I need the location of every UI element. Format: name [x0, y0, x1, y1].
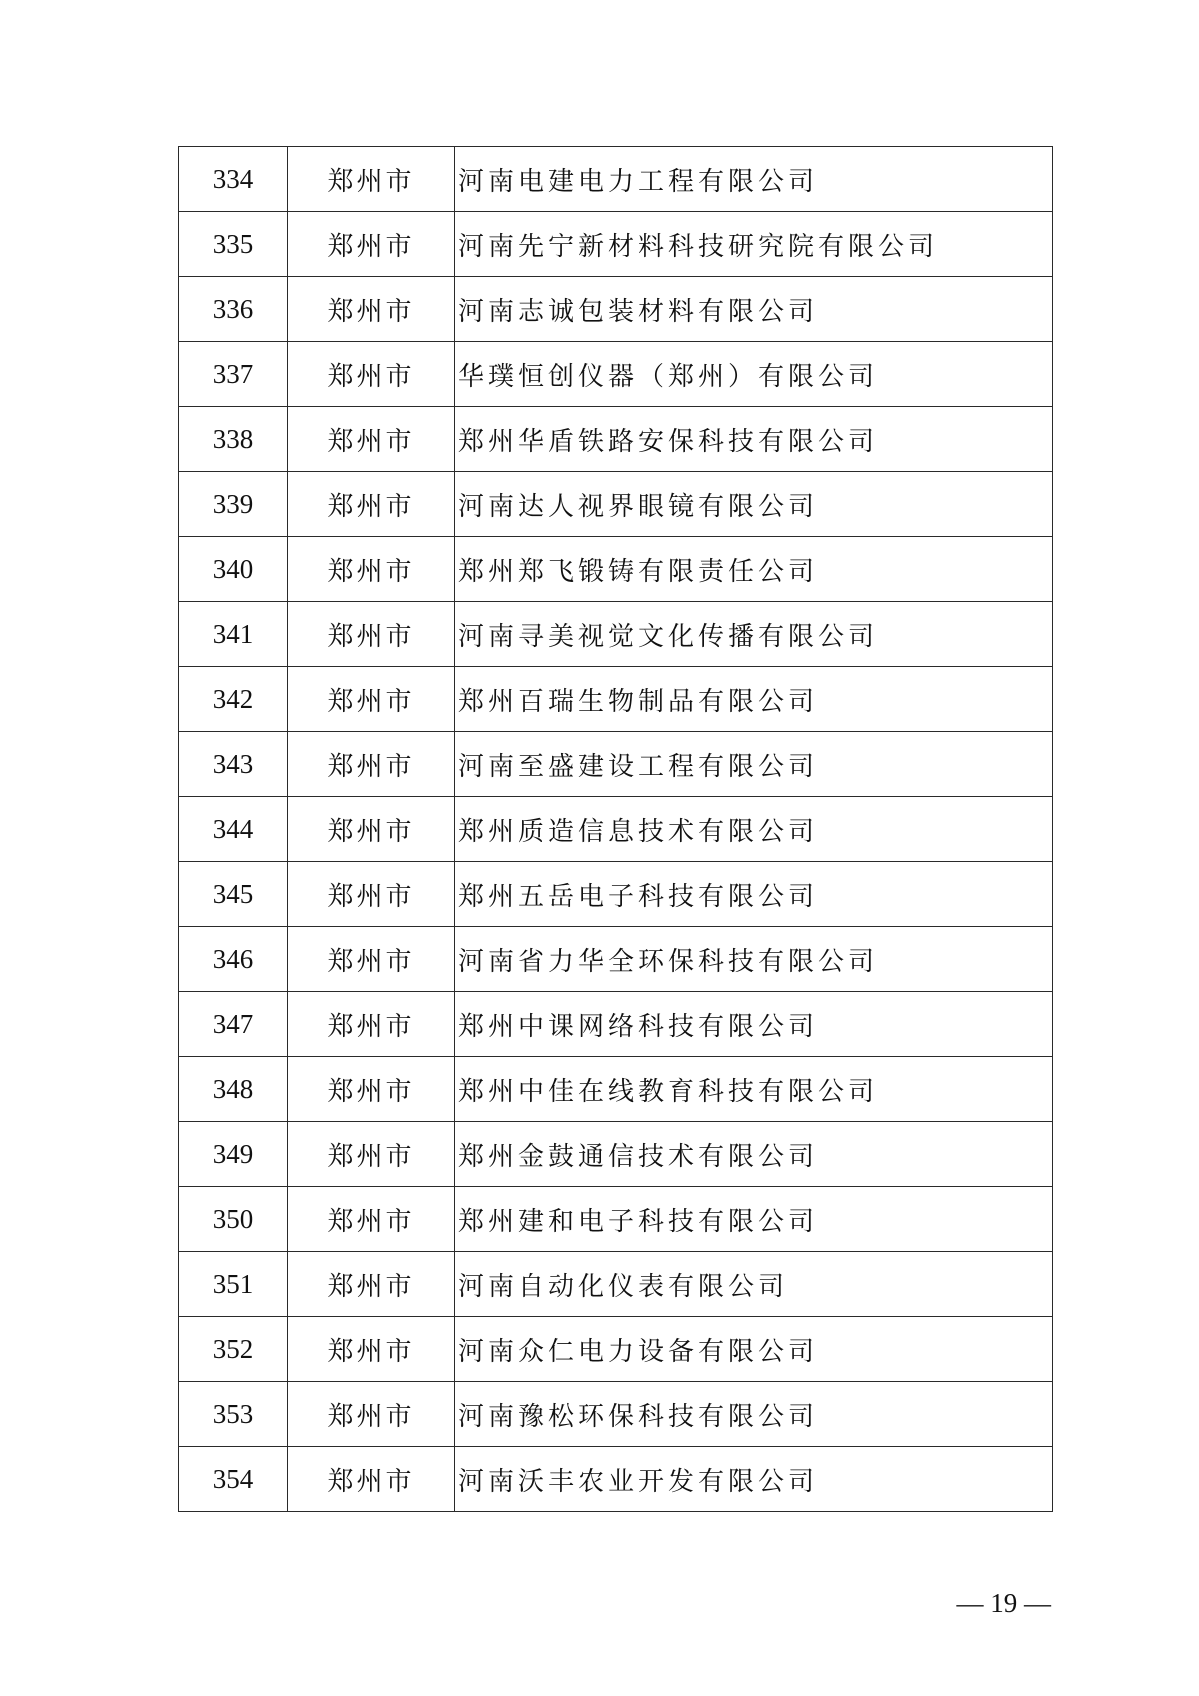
city-cell: 郑州市 — [288, 1122, 455, 1187]
table-row — [179, 927, 1053, 992]
company-name-cell: 郑州百瑞生物制品有限公司 — [455, 667, 1053, 732]
city-cell: 郑州市 — [288, 992, 455, 1057]
row-number-cell: 347 — [179, 992, 288, 1057]
city-cell: 郑州市 — [288, 472, 455, 537]
table-row — [179, 862, 1053, 927]
row-number-cell: 342 — [179, 667, 288, 732]
row-number-cell: 339 — [179, 472, 288, 537]
company-name-cell: 河南寻美视觉文化传播有限公司 — [455, 602, 1053, 667]
company-name-cell: 郑州金鼓通信技术有限公司 — [455, 1122, 1053, 1187]
row-number-cell: 351 — [179, 1252, 288, 1317]
table-row — [179, 732, 1053, 797]
city-cell: 郑州市 — [288, 147, 455, 212]
city-cell: 郑州市 — [288, 1187, 455, 1252]
company-name-cell: 河南众仁电力设备有限公司 — [455, 1317, 1053, 1382]
city-cell: 郑州市 — [288, 927, 455, 992]
company-name-cell: 郑州五岳电子科技有限公司 — [455, 862, 1053, 927]
row-number-cell: 344 — [179, 797, 288, 862]
table-row — [179, 342, 1053, 407]
company-name-cell: 河南达人视界眼镜有限公司 — [455, 472, 1053, 537]
page-number: — 19 — — [956, 1588, 1051, 1618]
table-row — [179, 1122, 1053, 1187]
table-row — [179, 1057, 1053, 1122]
city-cell: 郑州市 — [288, 667, 455, 732]
row-number-cell: 336 — [179, 277, 288, 342]
company-list-table — [178, 146, 1053, 1512]
row-number-cell: 353 — [179, 1382, 288, 1447]
row-number-cell: 334 — [179, 147, 288, 212]
city-cell: 郑州市 — [288, 602, 455, 667]
city-cell: 郑州市 — [288, 537, 455, 602]
table-row — [179, 537, 1053, 602]
row-number-cell: 346 — [179, 927, 288, 992]
row-number-cell: 341 — [179, 602, 288, 667]
table-row — [179, 472, 1053, 537]
city-cell: 郑州市 — [288, 797, 455, 862]
table-row — [179, 212, 1053, 277]
company-name-cell: 河南豫松环保科技有限公司 — [455, 1382, 1053, 1447]
table-row — [179, 602, 1053, 667]
company-name-cell: 河南至盛建设工程有限公司 — [455, 732, 1053, 797]
company-name-cell: 华璞恒创仪器（郑州）有限公司 — [455, 342, 1053, 407]
company-name-cell: 河南先宁新材料科技研究院有限公司 — [455, 212, 1053, 277]
city-cell: 郑州市 — [288, 1057, 455, 1122]
row-number-cell: 337 — [179, 342, 288, 407]
city-cell: 郑州市 — [288, 1252, 455, 1317]
table-row — [179, 992, 1053, 1057]
table-row — [179, 147, 1053, 212]
company-name-cell: 河南志诚包装材料有限公司 — [455, 277, 1053, 342]
city-cell: 郑州市 — [288, 407, 455, 472]
table-row — [179, 1187, 1053, 1252]
table-row — [179, 1252, 1053, 1317]
city-cell: 郑州市 — [288, 1382, 455, 1447]
company-name-cell: 郑州质造信息技术有限公司 — [455, 797, 1053, 862]
company-name-cell: 郑州中课网络科技有限公司 — [455, 992, 1053, 1057]
city-cell: 郑州市 — [288, 732, 455, 797]
table-row — [179, 667, 1053, 732]
row-number-cell: 335 — [179, 212, 288, 277]
table-body — [179, 147, 1053, 1512]
row-number-cell: 348 — [179, 1057, 288, 1122]
row-number-cell: 350 — [179, 1187, 288, 1252]
city-cell: 郑州市 — [288, 212, 455, 277]
row-number-cell: 338 — [179, 407, 288, 472]
company-name-cell: 郑州建和电子科技有限公司 — [455, 1187, 1053, 1252]
company-name-cell: 河南自动化仪表有限公司 — [455, 1252, 1053, 1317]
company-name-cell: 河南省力华全环保科技有限公司 — [455, 927, 1053, 992]
city-cell: 郑州市 — [288, 1447, 455, 1512]
company-name-cell: 河南电建电力工程有限公司 — [455, 147, 1053, 212]
row-number-cell: 345 — [179, 862, 288, 927]
company-name-cell: 郑州中佳在线教育科技有限公司 — [455, 1057, 1053, 1122]
table-row — [179, 1382, 1053, 1447]
table-row — [179, 1317, 1053, 1382]
table-row — [179, 797, 1053, 862]
company-name-cell: 郑州郑飞锻铸有限责任公司 — [455, 537, 1053, 602]
city-cell: 郑州市 — [288, 342, 455, 407]
city-cell: 郑州市 — [288, 862, 455, 927]
table-row — [179, 407, 1053, 472]
city-cell: 郑州市 — [288, 277, 455, 342]
row-number-cell: 352 — [179, 1317, 288, 1382]
table-row — [179, 277, 1053, 342]
company-name-cell: 郑州华盾铁路安保科技有限公司 — [455, 407, 1053, 472]
city-cell: 郑州市 — [288, 1317, 455, 1382]
row-number-cell: 340 — [179, 537, 288, 602]
row-number-cell: 349 — [179, 1122, 288, 1187]
company-name-cell: 河南沃丰农业开发有限公司 — [455, 1447, 1053, 1512]
table-row — [179, 1447, 1053, 1512]
row-number-cell: 354 — [179, 1447, 288, 1512]
row-number-cell: 343 — [179, 732, 288, 797]
